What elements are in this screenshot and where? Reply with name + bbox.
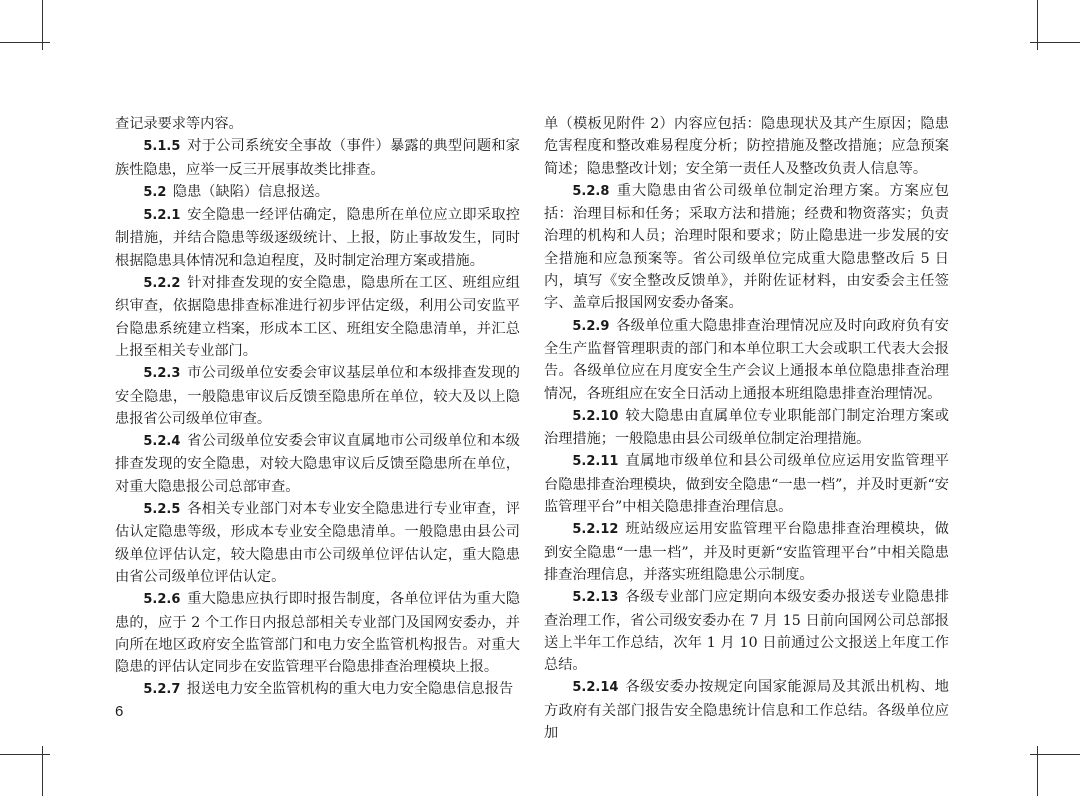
left-column	[115, 113, 520, 702]
paragraph-text: 隐患（缺陷）信息报送。	[172, 183, 329, 200]
paragraph-text: 重大隐患由省公司级单位制定治理方案。方案应包括：治理目标和任务；采取方法和措施；经费和物资落实；负责治理的机构和人员；治理时限和要求；防止隐患进一步发展的安全措施和应急预案等。省公司级单位完成重大隐患整改后 5 日内，填写《安全整改反馈单》，并附佐证材料，由安委会主任签字、盖章后报国网安委办备案。	[544, 182, 949, 312]
clause-number: 5.2.1	[143, 208, 181, 224]
paragraph	[115, 588, 520, 678]
paragraph-text: 重大隐患应执行即时报告制度，各单位评估为重大隐患的，应于 2 个工作日内报总部相关专业部门及国网安委办，并向所在地区政府安全监管部门和电力安全监管机构报告。对重大隐患的评估认定同步在安监管理平台隐患排查治理模块上报。	[115, 591, 520, 676]
clause-number: 5.2.12	[572, 522, 619, 538]
page-number: 6	[115, 703, 124, 720]
clause-number: 5.2.10	[572, 408, 619, 424]
clause-number: 5.2.6	[143, 592, 181, 608]
clause-number: 5.2	[143, 184, 167, 200]
paragraph-text: 各级专业部门应定期向本级安委办报送专业隐患排查治理工作，省公司级安委办在 7 月 15 日前向国网公司总部报送上半年工作总结，次年 1 月 10 日前通过公文报送上年度工作总结。	[544, 589, 949, 674]
crop-mark	[1030, 42, 1080, 43]
paragraph-text: 直属地市级单位和县公司级单位应运用安监管理平台隐患排查治理模块，做到安全隐患“一患一档”，并及时更新“安监管理平台”中相关隐患排查治理信息。	[544, 453, 949, 516]
paragraph	[115, 498, 520, 588]
paragraph-text: 对于公司系统安全事故（事件）暴露的典型问题和家族性隐患，应举一反三开展事故类比排查。	[115, 138, 520, 178]
paragraph-text: 班站级应运用安监管理平台隐患排查治理模块，做到安全隐患“一患一档”，并及时更新“安监管理平台”中相关隐患排查治理信息，并落实班组隐患公示制度。	[544, 521, 949, 583]
paragraph-text: 安全隐患一经评估确定，隐患所在单位应立即采取控制措施，并结合隐患等级逐级统计、上报，防止事故发生，同时根据隐患具体情况和急迫程度，及时制定治理方案或措施。	[115, 207, 520, 269]
paragraph-text: 查记录要求等内容。	[115, 116, 243, 132]
paragraph	[544, 676, 949, 744]
paragraph-text: 各级单位重大隐患排查治理情况应及时向政府负有安全生产监督管理职责的部门和本单位职工大会或职工代表大会报告。各级单位应在月度安全生产会议上通报本单位隐患排查治理情况，各班组应在安全日活动上通报本班组隐患排查治理情况。	[544, 317, 949, 402]
clause-number: 5.2.5	[143, 502, 181, 518]
clause-number: 5.2.8	[572, 183, 610, 199]
paragraph	[115, 181, 520, 204]
paragraph	[115, 113, 520, 135]
clause-number: 5.2.2	[143, 276, 181, 292]
clause-number: 5.2.9	[572, 318, 610, 334]
clause-number: 5.1.5	[143, 139, 181, 155]
paragraph	[115, 204, 520, 272]
crop-mark	[0, 42, 50, 43]
paragraph-text: 省公司级单位安委会审议直属地市公司级单位和本级排查发现的安全隐患，对较大隐患审议后反馈至隐患所在单位，对重大隐患报公司总部审查。	[115, 433, 520, 495]
clause-number: 5.2.13	[572, 590, 619, 606]
paragraph-text: 报送电力安全监管机构的重大电力安全隐患信息报告	[186, 681, 514, 698]
paragraph-text: 较大隐患由直属单位专业职能部门制定治理方案或治理措施；一般隐患由县公司级单位制定治理措施。	[544, 407, 949, 448]
paragraph-text: 市公司级单位安委会审议基层单位和本级排查发现的安全隐患，一般隐患审议后反馈至隐患所在单位，较大及以上隐患报省公司级单位审查。	[115, 365, 520, 427]
crop-mark	[0, 754, 50, 755]
clause-number: 5.2.4	[143, 434, 181, 450]
paragraph	[544, 405, 949, 451]
right-column	[544, 113, 949, 744]
paragraph	[115, 362, 520, 430]
paragraph-text: 各级安委办按规定向国家能源局及其派出机构、地方政府有关部门报告安全隐患统计信息和工作总结。各级单位应加	[544, 679, 949, 742]
paragraph	[115, 430, 520, 498]
paragraph-text: 针对排查发现的安全隐患，隐患所在工区、班组应组织审查，依据隐患排查标准进行初步评估定级，利用公司安监平台隐患系统建立档案，形成本工区、班组安全隐患清单，并汇总上报至相关专业部门。	[115, 275, 520, 359]
paragraph	[115, 135, 520, 181]
paragraph	[544, 586, 949, 676]
crop-mark	[1030, 754, 1080, 755]
paragraph	[544, 450, 949, 518]
paragraph-text: 单（模板见附件 2）内容应包括：隐患现状及其产生原因；隐患危害程度和整改难易程度分析；防控措施及整改措施；应急预案简述；隐患整改计划；安全第一责任人及整改负责人信息等。	[544, 116, 949, 177]
paragraph	[115, 272, 520, 362]
clause-number: 5.2.11	[572, 454, 619, 470]
paragraph	[544, 180, 949, 315]
paragraph	[544, 113, 949, 180]
paragraph-text: 各相关专业部门对本专业安全隐患进行专业审查，评估认定隐患等级，形成本专业安全隐患清单。一般隐患由县公司级单位评估认定，较大隐患由市公司级单位评估认定，重大隐患由省公司级单位评估认定。	[115, 501, 520, 585]
paragraph	[544, 315, 949, 405]
paragraph	[544, 518, 949, 586]
paragraph	[115, 678, 520, 701]
clause-number: 5.2.3	[143, 366, 181, 382]
clause-number: 5.2.7	[143, 682, 181, 698]
clause-number: 5.2.14	[572, 680, 619, 696]
